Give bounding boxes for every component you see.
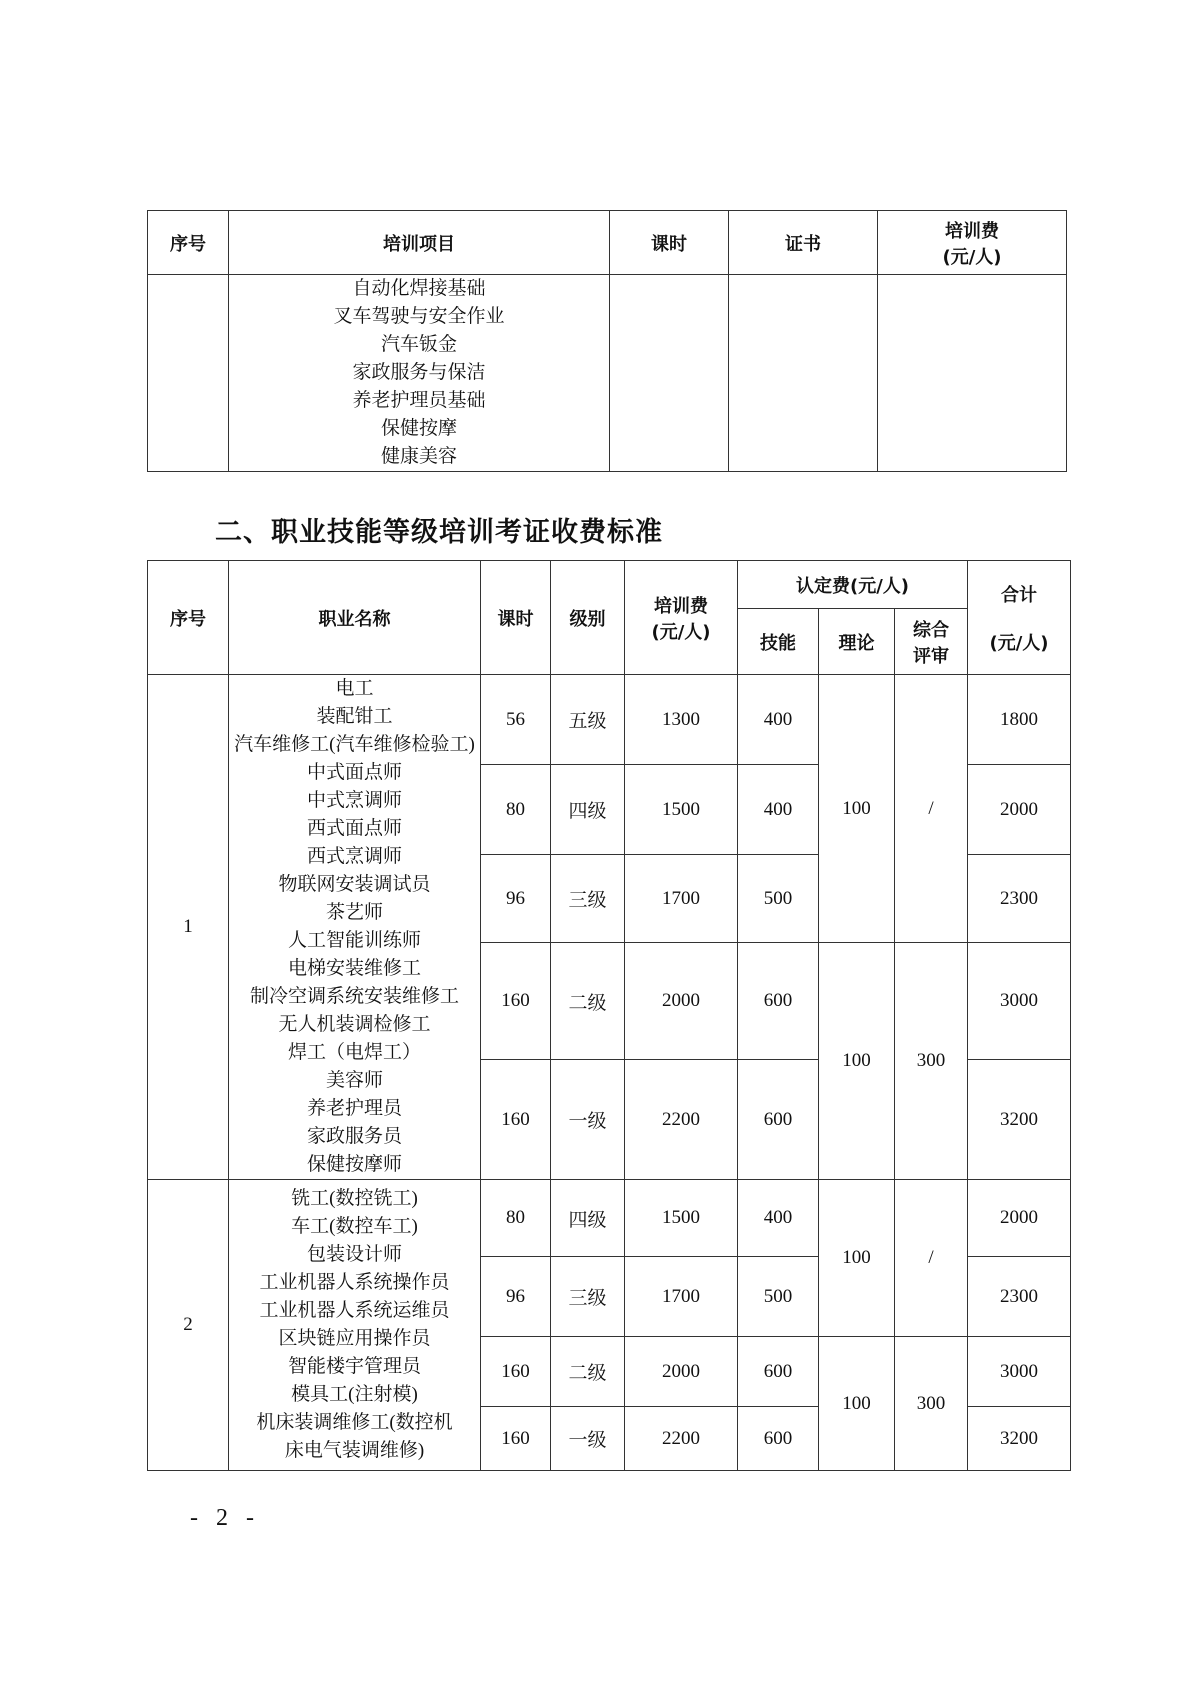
occupation-name: 西式面点师 <box>306 818 402 839</box>
occupation-name: 中式烹调师 <box>306 790 402 811</box>
level: 二级 <box>551 943 625 1060</box>
total-fee: 2300 <box>968 855 1071 943</box>
occupation-name: 保健按摩师 <box>306 1154 402 1175</box>
col-hours: 课时 <box>481 561 551 675</box>
col-item: 培训项目 <box>229 211 610 275</box>
col-skill: 技能 <box>738 609 819 675</box>
training-fee: 1700 <box>625 1257 738 1337</box>
hours: 96 <box>481 855 551 943</box>
occupation-name: 家政服务员 <box>306 1126 402 1147</box>
occupation-name: 人工智能训练师 <box>287 930 421 951</box>
page-number: - 2 - <box>190 1505 260 1531</box>
total-unit: (元/人) <box>989 632 1049 654</box>
total-fee: 2000 <box>968 1180 1071 1257</box>
occupation-name: 中式面点师 <box>306 762 402 783</box>
col-level: 级别 <box>551 561 625 675</box>
occupation-name: 汽车维修工(汽车维修检验工) <box>234 734 475 755</box>
occupation-name: 制冷空调系统安装维修工 <box>249 986 459 1007</box>
training-fee: 2000 <box>625 943 738 1060</box>
cell-no <box>148 275 229 472</box>
occupation-name: 美容师 <box>325 1070 383 1091</box>
level: 四级 <box>551 1180 625 1257</box>
hours: 160 <box>481 943 551 1060</box>
review-fee: 300 <box>895 1337 968 1471</box>
occupation-name: 装配钳工 <box>316 706 393 727</box>
review-label2: 评审 <box>913 645 949 667</box>
item-list <box>229 275 610 472</box>
total-fee: 2000 <box>968 765 1071 855</box>
training-item: 家政服务与保洁 <box>352 362 486 383</box>
hours: 96 <box>481 1257 551 1337</box>
occupation-name: 无人机装调检修工 <box>278 1014 431 1035</box>
cell-cert <box>729 275 878 472</box>
theory-fee: 100 <box>819 1180 895 1337</box>
training-item: 自动化焊接基础 <box>352 278 486 299</box>
col-review <box>895 609 968 675</box>
occupation-name: 区块链应用操作员 <box>278 1328 431 1349</box>
theory-fee: 100 <box>819 675 895 943</box>
training-fee: 2200 <box>625 1407 738 1471</box>
training-fee: 1300 <box>625 675 738 765</box>
col-name: 职业名称 <box>229 561 481 675</box>
skill-fee: 600 <box>738 1407 819 1471</box>
col-hours: 课时 <box>610 211 729 275</box>
fee-label: 培训费 <box>945 220 999 242</box>
level: 四级 <box>551 765 625 855</box>
review-fee: / <box>895 675 968 943</box>
col-no: 序号 <box>148 211 229 275</box>
review-fee: 300 <box>895 943 968 1180</box>
total-fee: 3200 <box>968 1060 1071 1180</box>
skill-fee: 500 <box>738 1257 819 1337</box>
occupation-list <box>229 675 481 1180</box>
training-fee: 2200 <box>625 1060 738 1180</box>
review-label1: 综合 <box>913 619 949 641</box>
occupation-name: 西式烹调师 <box>306 846 402 867</box>
hours: 56 <box>481 675 551 765</box>
occupation-name: 焊工（电焊工） <box>287 1042 421 1063</box>
theory-fee: 100 <box>819 1337 895 1471</box>
occupation-name: 智能楼宇管理员 <box>287 1356 421 1377</box>
total-fee: 3200 <box>968 1407 1071 1471</box>
level: 三级 <box>551 855 625 943</box>
fee-unit: (元/人) <box>651 621 711 643</box>
training-item: 健康美容 <box>380 446 457 467</box>
training-item: 叉车驾驶与安全作业 <box>333 306 505 327</box>
skill-fee: 500 <box>738 855 819 943</box>
level: 五级 <box>551 675 625 765</box>
total-fee: 1800 <box>968 675 1071 765</box>
skill-fee: 400 <box>738 765 819 855</box>
occupation-name: 电工 <box>335 678 374 699</box>
level: 三级 <box>551 1257 625 1337</box>
skill-fee: 400 <box>738 1180 819 1257</box>
col-fee <box>625 561 738 675</box>
training-item: 保健按摩 <box>380 418 457 439</box>
training-item: 养老护理员基础 <box>352 390 486 411</box>
skill-fee: 600 <box>738 943 819 1060</box>
occupation-name: 养老护理员 <box>306 1098 402 1119</box>
total-fee: 3000 <box>968 943 1071 1060</box>
skill-fee: 600 <box>738 1060 819 1180</box>
occupation-name: 工业机器人系统运维员 <box>259 1300 450 1321</box>
hours: 160 <box>481 1060 551 1180</box>
total-fee: 2300 <box>968 1257 1071 1337</box>
training-fee: 1500 <box>625 1180 738 1257</box>
level: 一级 <box>551 1060 625 1180</box>
table-row <box>148 675 1071 765</box>
level: 二级 <box>551 1337 625 1407</box>
occupation-name: 物联网安装调试员 <box>278 874 431 895</box>
training-fee: 2000 <box>625 1337 738 1407</box>
level: 一级 <box>551 1407 625 1471</box>
hours: 80 <box>481 1180 551 1257</box>
training-items-table <box>147 210 1067 472</box>
occupation-name: 机床装调维修工(数控机 <box>256 1412 453 1433</box>
occupation-name: 模具工(注射模) <box>291 1384 418 1405</box>
occupation-name: 茶艺师 <box>325 902 383 923</box>
skill-fee: 400 <box>738 675 819 765</box>
group-no: 2 <box>148 1180 229 1471</box>
col-cert-fee: 认定费(元/人) <box>738 561 968 609</box>
review-fee: / <box>895 1180 968 1337</box>
col-total <box>968 561 1071 675</box>
col-cert: 证书 <box>729 211 878 275</box>
col-theory: 理论 <box>819 609 895 675</box>
occupation-list <box>229 1180 481 1471</box>
hours: 160 <box>481 1337 551 1407</box>
training-fee: 1500 <box>625 765 738 855</box>
occupation-name: 包装设计师 <box>306 1244 402 1265</box>
cell-hours <box>610 275 729 472</box>
hours: 160 <box>481 1407 551 1471</box>
theory-fee: 100 <box>819 943 895 1180</box>
occupation-name: 电梯安装维修工 <box>287 958 421 979</box>
training-item: 汽车钣金 <box>380 334 457 355</box>
training-fee: 1700 <box>625 855 738 943</box>
occupation-name: 铣工(数控铣工) <box>291 1188 418 1209</box>
hours: 80 <box>481 765 551 855</box>
skill-fee: 600 <box>738 1337 819 1407</box>
occupation-name: 工业机器人系统操作员 <box>259 1272 450 1293</box>
total-label: 合计 <box>1001 584 1037 606</box>
fee-standard-table <box>147 560 1071 1471</box>
table-row <box>148 1180 1071 1257</box>
col-no: 序号 <box>148 561 229 675</box>
total-fee: 3000 <box>968 1337 1071 1407</box>
cell-fee <box>878 275 1067 472</box>
col-fee <box>878 211 1067 275</box>
fee-unit: (元/人) <box>942 246 1002 268</box>
occupation-name: 车工(数控车工) <box>291 1216 418 1237</box>
group-no: 1 <box>148 675 229 1180</box>
section-title: 二、职业技能等级培训考证收费标准 <box>215 517 663 548</box>
occupation-name: 床电气装调维修) <box>284 1440 425 1461</box>
fee-label: 培训费 <box>654 595 708 617</box>
